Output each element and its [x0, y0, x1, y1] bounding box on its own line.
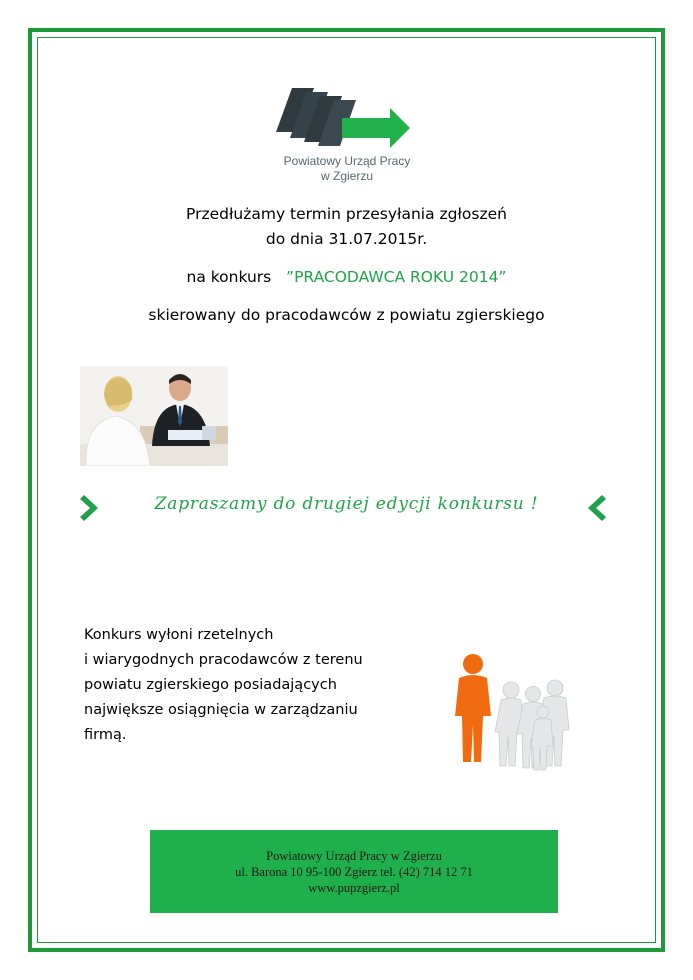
footer-address: ul. Barona 10 95-100 Zgierz tel. (42) 714 12 71	[235, 865, 473, 879]
headline-line-4: skierowany do pracodawców z powiatu zgierskiego	[148, 306, 545, 324]
description-line: powiatu zgierskiego posiadających	[84, 677, 337, 693]
logo-line-1: Powiatowy Urząd Pracy	[283, 154, 411, 168]
people-leader-illustration	[443, 650, 583, 775]
footer-contact-box	[150, 830, 558, 913]
logo-line-2: w Zgierzu	[320, 169, 373, 183]
headline-line-3	[0, 268, 693, 286]
description-line: i wiarygodnych pracodawców z terenu	[84, 652, 363, 668]
footer-office-name: Powiatowy Urząd Pracy w Zgierzu	[266, 849, 442, 863]
contest-prefix: na konkurs	[186, 268, 272, 286]
headline-line-2: do dnia 31.07.2015r.	[265, 230, 428, 248]
description-line: firmą.	[84, 727, 127, 743]
description-line: największe osiągnięcia w zarządzaniu	[84, 702, 358, 718]
chevron-left-icon	[580, 491, 610, 525]
invite-text: Zapraszamy do drugiej edycji konkursu !	[154, 494, 539, 514]
description-line: Konkurs wyłoni rzetelnych	[84, 627, 274, 643]
contest-name: ”PRACODAWCA ROKU 2014”	[286, 268, 507, 286]
logo-graphic	[262, 80, 432, 160]
interview-photo	[80, 366, 228, 466]
headline-line-1: Przedłużamy termin przesyłania zgłoszeń	[186, 205, 507, 223]
contest-description	[84, 623, 414, 748]
pup-logo	[262, 80, 432, 192]
footer-website[interactable]: www.pupzgierz.pl	[308, 881, 400, 895]
